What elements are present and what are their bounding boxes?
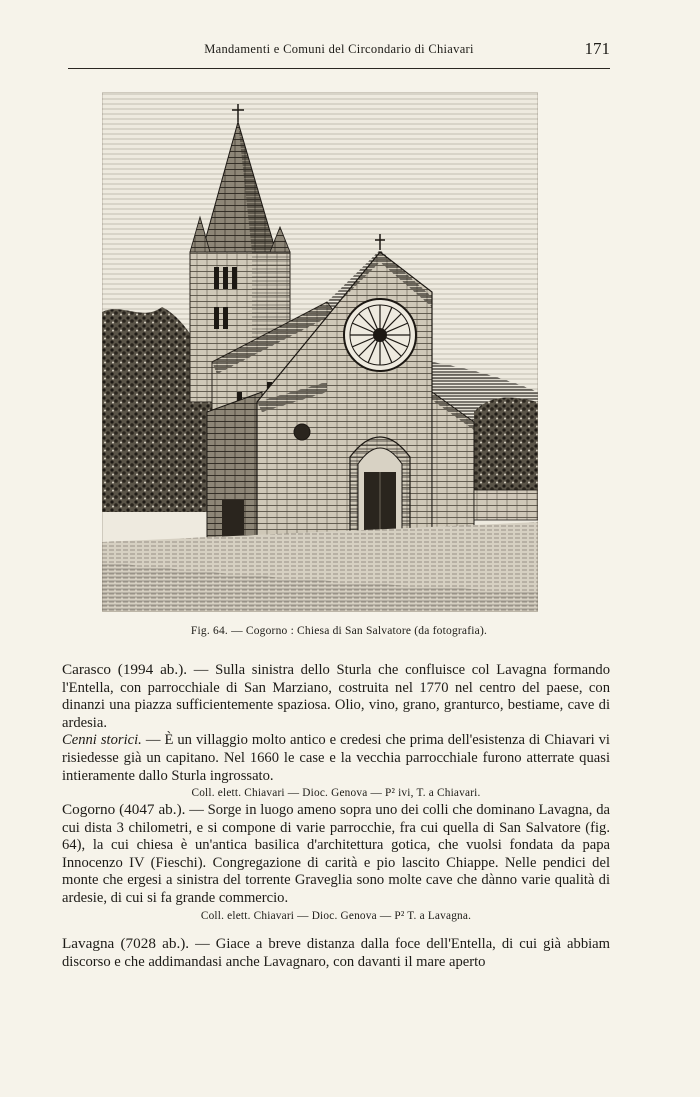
page-number: 171 [584, 39, 610, 58]
entry-heading: Lavagna (7028 ab.). [62, 935, 190, 952]
entry-heading: Carasco (1994 ab.). [62, 661, 188, 678]
entry-paragraph [62, 661, 610, 732]
entry-text: — Giace a breve distanza dalla foce dell'Entella, di cui già abbiam discorso e che addimandasi anche Lavagnaro, con davanti il mare aperto [62, 936, 610, 970]
entry-lavagna [62, 935, 610, 971]
entry-paragraph [62, 801, 610, 908]
entry-paragraph [62, 935, 610, 971]
entry-text: — Sulla sinistra dello Sturla che confluisce col Lavagna formando l'Entella, con parrocchiale di San Marziano, costruita nel 1770 nel centro del paese, con dinanzi una piazza sufficientemente spaziosa. Olio, vino, grano, granturco, bestiame, cave di ardesia. [62, 662, 610, 731]
entry-heading: Cogorno (4047 ab.). [62, 801, 186, 818]
figure-caption: Fig. 64. — Cogorno : Chiesa di San Salvatore (da fotografia). [190, 625, 488, 637]
header-rule [68, 68, 610, 69]
entry-text: — Sorge in luogo ameno sopra uno dei colli che dominano Lavagna, da cui dista 3 chilometri, e si compone di varie parrocchie, fra cui quella di San Salvatore (fig. 64), la cui chiesa è un'antica basilica d'architettura gotica, che vuolsi fondata da papa Innocenzo IV (Fieschi). Congregazione di carità e pio lascito Chiappe. Nelle pendici del monte che ergesi a sinistra del torrente Graveglia sono molte cave che dànno varie qualità di ardesie, di cui si fa grande commercio. [62, 802, 610, 906]
history-label: Cenni storici. [62, 732, 142, 749]
history-paragraph [62, 732, 610, 785]
electoral-info: Coll. elett. Chiavari — Dioc. Genova — P² T. a Lavagna. [200, 909, 472, 922]
entry-cogorno [62, 801, 610, 922]
church-illustration [102, 92, 538, 612]
page-header [68, 40, 610, 64]
running-title: Mandamenti e Comuni del Circondario di Chiavari [204, 42, 474, 56]
electoral-info: Coll. elett. Chiavari — Dioc. Genova — P² ivi, T. a Chiavari. [191, 787, 481, 800]
entry-carasco [62, 661, 610, 799]
history-text: — È un villaggio molto antico e credesi che prima dell'esistenza di Chiavari vi risiedesse già un capitano. Nel 1660 le case e la vecchia parrocchiale furono atterrate quasi intieramente dallo Sturla ingrossato. [62, 732, 610, 784]
